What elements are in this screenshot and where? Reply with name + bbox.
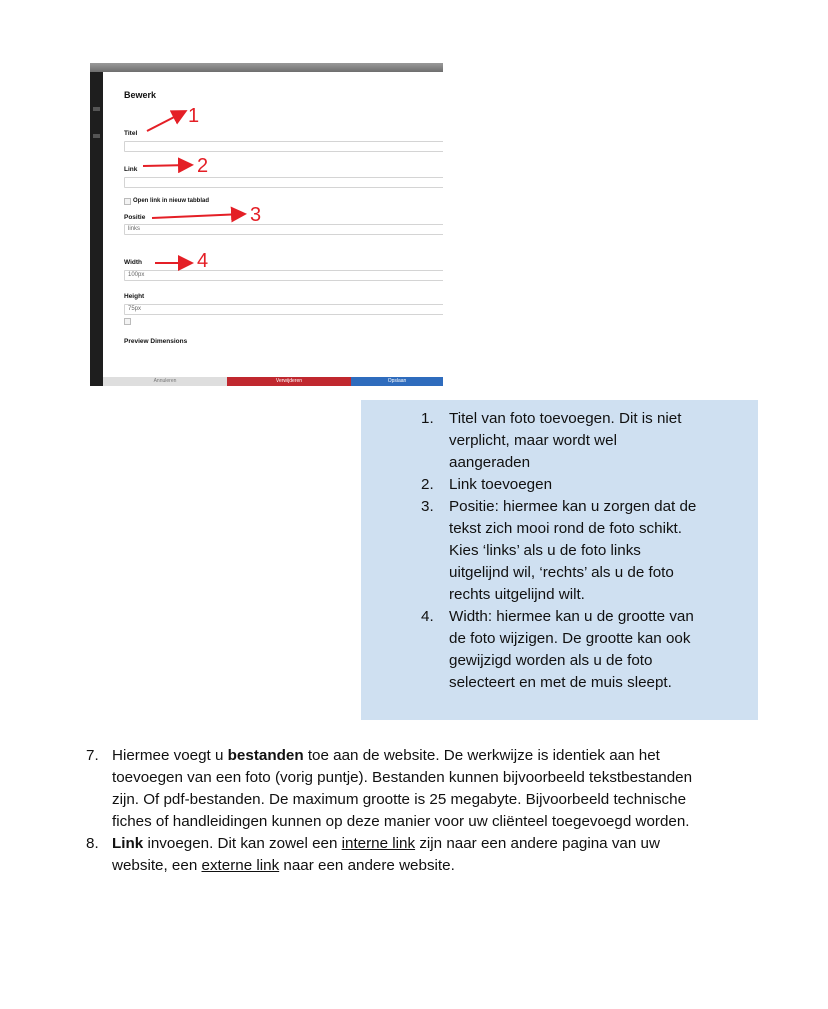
text-run: zijn naar een andere pagina van uw [415, 835, 660, 852]
item-line: de foto wijzigen. De grootte kan ook [449, 630, 691, 647]
item-line: verplicht, maar wordt wel [449, 432, 617, 449]
item-line [112, 833, 756, 855]
list-item-7 [86, 745, 756, 833]
item-line: Titel van foto toevoegen. Dit is niet [449, 410, 682, 427]
item-line: fiches of handleidingen kunnen op deze manier voor uw cliënteel toegevoegd worden. [112, 813, 690, 830]
instruction-item [421, 408, 741, 474]
item-line: Link toevoegen [449, 476, 553, 493]
instruction-list [421, 408, 741, 694]
item-line: toevoegen van een foto (vorig puntje). Bestanden kunnen bijvoorbeeld tekstbestanden [112, 769, 693, 786]
width-label: Width [124, 259, 142, 266]
dialog-heading: Bewerk [124, 90, 157, 100]
list-item-8 [86, 833, 756, 877]
annotation-number-1: 1 [188, 105, 200, 127]
annotation-arrow-2 [143, 165, 190, 166]
item-number: 2. [421, 476, 434, 493]
save-button[interactable]: Opslaan [351, 377, 443, 386]
item-line: Kies ‘links’ als u de foto links [449, 542, 641, 559]
text-run: website, een [112, 857, 202, 874]
annotation-number-3: 3 [250, 204, 262, 226]
instruction-note-box [361, 400, 758, 720]
external-link-term: externe link [201, 857, 280, 874]
position-input[interactable]: links [124, 224, 443, 235]
item-line: gewijzigd worden als u de foto [449, 652, 653, 669]
annotation-arrow-3 [152, 214, 243, 218]
item-number: 7. [86, 747, 99, 764]
title-label: Titel [124, 130, 138, 137]
text-run: invoegen. Dit kan zowel een [143, 835, 342, 852]
text-run: toe aan de website. De werkwijze is identiek aan het [303, 747, 660, 764]
link-label: Link [124, 166, 138, 173]
item-line: selecteert en met de muis sleept. [449, 674, 672, 691]
item-line [112, 745, 756, 767]
item-number: 4. [421, 608, 434, 625]
annotation-arrow-1 [147, 112, 184, 131]
bold-term: bestanden [227, 747, 304, 764]
item-number: 8. [86, 835, 99, 852]
bold-term: Link [112, 835, 144, 852]
item-line: aangeraden [449, 454, 531, 471]
item-line: Positie: hiermee kan u zorgen dat de [449, 498, 697, 515]
annotation-number-2: 2 [197, 155, 209, 177]
preview-dimensions-label: Preview Dimensions [124, 338, 188, 345]
annotation-number-4: 4 [197, 250, 209, 272]
cancel-button[interactable]: Annuleren [103, 377, 227, 386]
text-run: Hiermee voegt u [112, 747, 228, 764]
body-list [86, 745, 756, 877]
instruction-item [421, 474, 741, 496]
instruction-item [421, 606, 741, 694]
position-label: Positie [124, 214, 146, 221]
open-new-tab-label: Open link in nieuw tabblad [133, 198, 210, 204]
item-line: rechts uitgelijnd wilt. [449, 586, 585, 603]
width-input[interactable]: 100px [124, 270, 443, 281]
instruction-item [421, 496, 741, 606]
text-run: naar een andere website. [279, 857, 455, 874]
internal-link-term: interne link [341, 835, 416, 852]
height-input[interactable]: 75px [124, 304, 443, 315]
item-line: zijn. Of pdf-bestanden. De maximum grootte is 25 megabyte. Bijvoorbeeld technische [112, 791, 687, 808]
item-line: uitgelijnd wil, ‘rechts’ als u de foto [449, 564, 674, 581]
height-label: Height [124, 293, 145, 300]
item-line: Width: hiermee kan u de grootte van [449, 608, 694, 625]
item-line [112, 855, 756, 877]
item-number: 1. [421, 410, 434, 427]
item-number: 3. [421, 498, 434, 515]
item-line: tekst zich mooi rond de foto schikt. [449, 520, 682, 537]
delete-button[interactable]: Verwijderen [227, 377, 351, 386]
